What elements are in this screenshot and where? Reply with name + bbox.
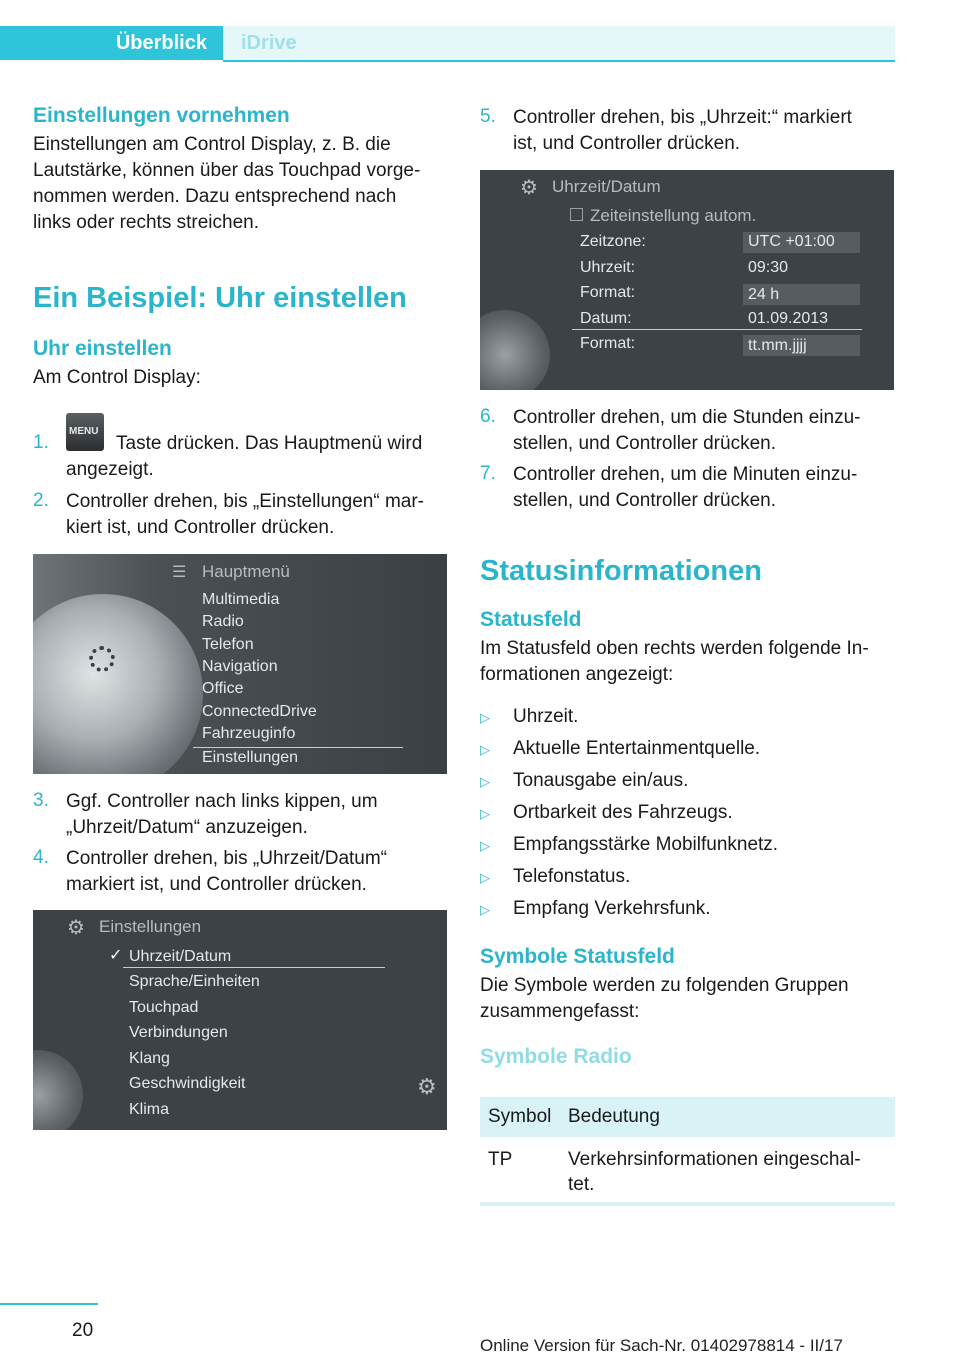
- selection-line: [123, 967, 385, 968]
- text-line: Einstellungen am Control Display, z. B. die: [33, 134, 391, 155]
- step-number: 2.: [33, 490, 49, 511]
- right-column: [480, 555, 900, 688]
- gear-icon: ⚙: [67, 917, 85, 939]
- step-text: Taste drücken. Das Hauptmenü wird: [116, 433, 423, 454]
- bullet-triangle-icon: ▷: [480, 710, 490, 725]
- table-cell-symbol: TP: [488, 1149, 513, 1170]
- step-number: 3.: [33, 790, 49, 811]
- menu-item-office[interactable]: Office: [202, 680, 244, 697]
- format-value: 24 h: [748, 286, 780, 303]
- menu-item-einstellungen[interactable]: Einstellungen: [202, 749, 299, 766]
- screen-hauptmenue: [33, 554, 447, 774]
- step-number: 5.: [480, 106, 496, 127]
- menu-item-telefon[interactable]: Telefon: [202, 636, 254, 653]
- menu-item-sprache[interactable]: Sprache/Einheiten: [129, 973, 260, 990]
- screen-einstellungen: [33, 910, 447, 1130]
- heading-symbole-radio: Symbole Radio: [480, 1045, 632, 1068]
- left-column: [33, 104, 453, 391]
- menu-item-klima[interactable]: Klima: [129, 1101, 170, 1118]
- bullet-triangle-icon: ▷: [480, 742, 490, 757]
- menu-item-uhrzeit-datum[interactable]: Uhrzeit/Datum: [129, 948, 232, 965]
- step-number: 1.: [33, 432, 49, 453]
- list-item: Aktuelle Entertainmentquelle.: [513, 738, 761, 759]
- bullet-triangle-icon: ▷: [480, 870, 490, 885]
- page-number: 20: [72, 1320, 94, 1341]
- step-text: angezeigt.: [66, 459, 154, 480]
- paragraph-settings: [33, 132, 453, 236]
- checkmark-icon: ✓: [109, 947, 123, 964]
- menu-item-touchpad[interactable]: Touchpad: [129, 999, 199, 1016]
- online-version-footer: Online Version für Sach-Nr. 01402978814 - II/17: [480, 1336, 843, 1355]
- paragraph-symbole: Die Symbole werden zu folgenden Gruppen zusammengefasst:: [480, 975, 849, 1022]
- bullet-triangle-icon: ▷: [480, 774, 490, 789]
- heading-symbole-statusfeld: Symbole Statusfeld: [480, 945, 675, 968]
- symbol-table: [480, 1097, 895, 1207]
- menu-item-verbindungen[interactable]: Verbindungen: [129, 1024, 228, 1041]
- step-text: Controller drehen, um die Minuten einzu- stellen, und Controller drücken.: [513, 464, 858, 511]
- step-text: Controller drehen, um die Stunden einzu- stellen, und Controller drücken.: [513, 407, 861, 454]
- bullet-triangle-icon: ▷: [480, 902, 490, 917]
- menu-item-navigation[interactable]: Navigation: [202, 658, 278, 675]
- tab-ueberblick-label: Überblick: [115, 32, 207, 54]
- controller-knob-graphic: [480, 310, 550, 390]
- paragraph-control-display: Am Control Display:: [33, 367, 201, 388]
- paragraph-statusfeld: Im Statusfeld oben rechts werden folgende In- formationen angezeigt:: [480, 638, 869, 685]
- checkbox-icon[interactable]: [570, 208, 583, 221]
- screen-title: Einstellungen: [99, 917, 202, 936]
- list-item: Tonausgabe ein/aus.: [513, 770, 689, 791]
- list-item: Uhrzeit.: [513, 706, 579, 727]
- menu-item-geschwindigkeit[interactable]: Geschwindigkeit: [129, 1075, 246, 1092]
- screen-title: Uhrzeit/Datum: [552, 177, 661, 196]
- row-label: Datum:: [580, 310, 632, 327]
- text-line: links oder rechts streichen.: [33, 212, 259, 233]
- list-item: Empfangsstärke Mobilfunknetz.: [513, 834, 779, 855]
- list-item: Empfang Verkehrsfunk.: [513, 898, 711, 919]
- menu-item-klang[interactable]: Klang: [129, 1050, 170, 1067]
- heading-statusfeld: Statusfeld: [480, 608, 582, 631]
- screen-title: Hauptmenü: [202, 562, 290, 581]
- screen-uhrzeit-datum: [480, 170, 894, 390]
- text-line: Lautstärke, können über das Touchpad vorge-: [33, 160, 421, 181]
- step-text: Controller drehen, bis „Einstellungen“ mar- kiert ist, und Controller drücken.: [66, 491, 424, 538]
- step-text: Controller drehen, bis „Uhrzeit/Datum“ markiert ist, und Controller drücken.: [66, 848, 388, 895]
- menu-item-fahrzeuginfo[interactable]: Fahrzeuginfo: [202, 725, 296, 742]
- table-row: [480, 1137, 895, 1207]
- zeitzone-value: UTC +01:00: [748, 233, 835, 250]
- menu-item-radio[interactable]: Radio: [202, 613, 244, 630]
- list-icon: ☰: [172, 564, 187, 581]
- step-number: 7.: [480, 463, 496, 484]
- selection-line: [193, 747, 403, 748]
- gear-icon: [89, 646, 115, 672]
- menu-item-multimedia[interactable]: Multimedia: [202, 591, 280, 608]
- controller-knob-graphic: [33, 1050, 83, 1130]
- auto-time-option[interactable]: Zeiteinstellung autom.: [590, 206, 757, 225]
- row-label: Format:: [580, 335, 636, 352]
- header-bar: [0, 26, 895, 60]
- column-header-symbol: Symbol: [480, 1097, 560, 1137]
- menu-key-icon: [66, 413, 104, 451]
- bullet-triangle-icon: ▷: [480, 838, 490, 853]
- table-cell-meaning: Verkehrsinformationen eingeschal- tet.: [568, 1149, 861, 1195]
- tab-idrive-label: iDrive: [241, 32, 297, 54]
- step-number: 6.: [480, 406, 496, 427]
- bullet-triangle-icon: ▷: [480, 806, 490, 821]
- list-item: Ortbarkeit des Fahrzeugs.: [513, 802, 733, 823]
- text-line: nommen werden. Dazu entsprechend nach: [33, 186, 397, 207]
- step-number: 4.: [33, 847, 49, 868]
- header-rule: [223, 60, 895, 62]
- tab-idrive[interactable]: [223, 26, 895, 60]
- row-label: Format:: [580, 284, 636, 301]
- datum-value[interactable]: 01.09.2013: [748, 310, 829, 327]
- page-bar: [0, 1303, 98, 1305]
- heading-ein-beispiel: Ein Beispiel: Uhr einstellen: [33, 282, 407, 314]
- gear-icon: ⚙: [417, 1074, 437, 1099]
- step-text: Controller drehen, bis „Uhrzeit:“ markiert ist, und Controller drücken.: [513, 107, 852, 154]
- symbole-section: [480, 945, 900, 1069]
- row-label: Uhrzeit:: [580, 259, 636, 276]
- table-bottom-rule: [480, 1202, 895, 1206]
- uhrzeit-value[interactable]: 09:30: [748, 259, 789, 276]
- tab-ueberblick[interactable]: [0, 26, 223, 60]
- row-divider: [572, 329, 862, 330]
- heading-uhr-einstellen: Uhr einstellen: [33, 337, 172, 360]
- heading-einstellungen-vornehmen: Einstellungen vornehmen: [33, 104, 290, 127]
- step-text: Ggf. Controller nach links kippen, um „Uhrzeit/Datum“ anzuzeigen.: [66, 791, 378, 838]
- gear-icon: ⚙: [520, 177, 538, 199]
- row-label: Zeitzone:: [580, 233, 646, 250]
- table-header-row: [480, 1097, 895, 1137]
- list-item: Telefonstatus.: [513, 866, 631, 887]
- date-format-value: tt.mm.jjjj: [748, 337, 807, 354]
- menu-item-connecteddrive[interactable]: ConnectedDrive: [202, 703, 317, 720]
- heading-statusinformationen: Statusinformationen: [480, 555, 762, 587]
- menu-key-label: MENU: [69, 426, 99, 437]
- controller-knob-graphic: [33, 594, 203, 774]
- column-header-bedeutung: Bedeutung: [560, 1097, 895, 1137]
